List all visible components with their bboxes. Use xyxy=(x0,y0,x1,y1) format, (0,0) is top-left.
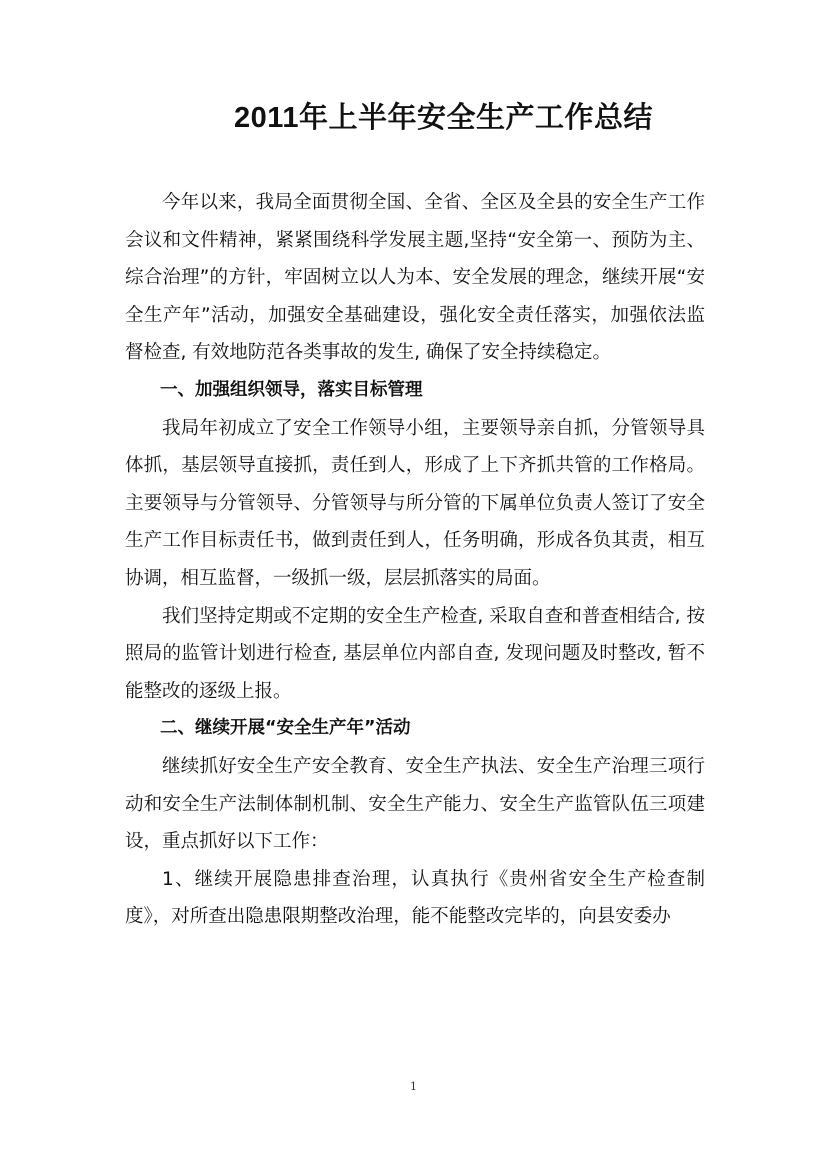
paragraph-3: 继续抓好安全生产安全教育、安全生产执法、安全生产治理三项行动和安全生产法制体制机制、安全生产能力、安全生产监管队伍三项建设，重点抓好以下工作： xyxy=(125,755,705,853)
paragraph-1: 我局年初成立了安全工作领导小组，主要领导亲自抓，分管领导具体抓，基层领导直接抓，责任到人，形成了上下齐抓共管的工作格局。主要领导与分管领导、分管领导与所分管的下属单位负责人签订了安全生产工作目标责任书，做到责任到人，任务明确，形成各负其责，相互协调，相互监督，一级抓一级，层层抓落实的局面。 xyxy=(125,417,705,589)
section-heading-1: 一、加强组织领导，落实目标管理 xyxy=(160,379,423,400)
paragraph-intro: 今年以来，我局全面贯彻全国、全省、全区及全县的安全生产工作会议和文件精神，紧紧围绕科学发展主题,坚持“安全第一、预防为主、综合治理”的方针，牢固树立以人为本、安全发展的理念，继续开展“安全生产年”活动，加强安全基础建设，强化安全责任落实，加强依法监督检查, 有效地防范各类事故的发生, 确保了安全持续稳定。 xyxy=(125,192,705,364)
paragraph-2: 我们坚持定期或不定期的安全生产检查, 采取自查和普查相结合, 按照局的监管计划进行检查, 基层单位内部自查, 发现问题及时整改, 暂不能整改的逐级上报。 xyxy=(125,605,705,702)
page-number: 1 xyxy=(410,1080,417,1093)
document-title: 2011年上半年安全生产工作总结 xyxy=(234,102,653,134)
paragraph-4: 1、继续开展隐患排查治理，认真执行《贵州省安全生产检查制度》，对所查出隐患限期整改治理，能不能整改完毕的，向县安委办 xyxy=(125,868,705,928)
document-body xyxy=(125,184,705,936)
section-heading-2: 二、继续开展“安全生产年”活动 xyxy=(160,718,411,739)
